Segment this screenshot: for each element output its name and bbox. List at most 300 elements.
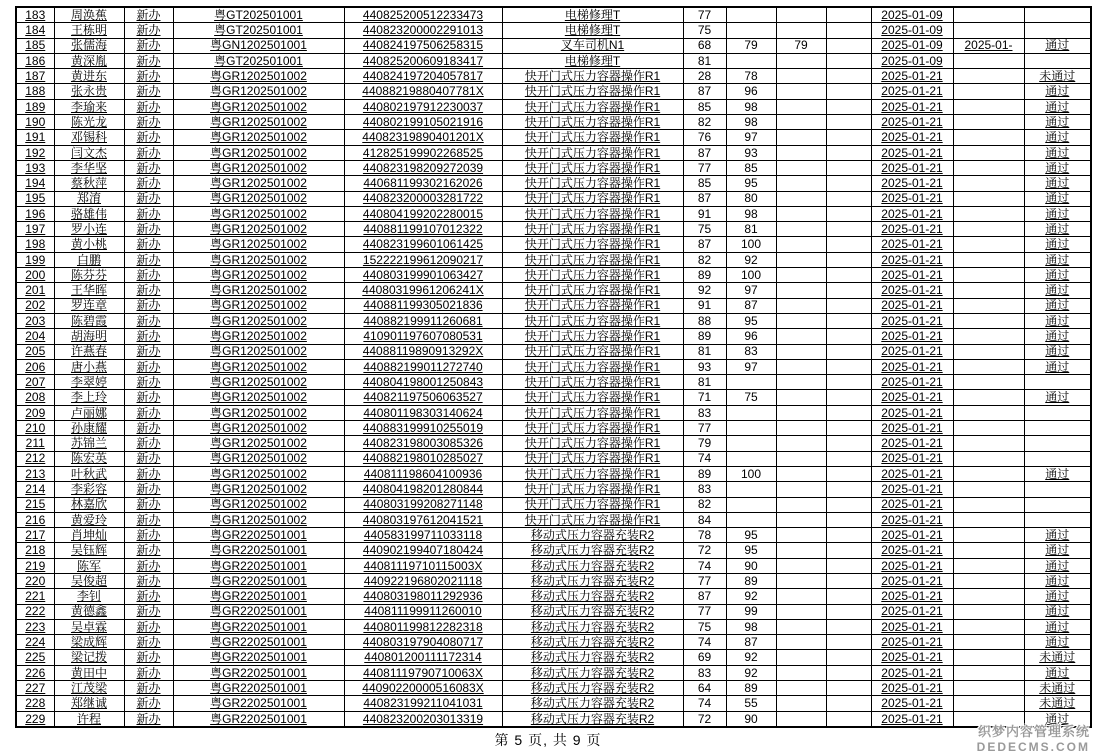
cell-s3	[776, 482, 826, 497]
cell-type: 新办	[124, 421, 173, 436]
cell-date1: 2025-01-21	[871, 390, 953, 405]
cell-s4	[826, 329, 871, 344]
cell-result: 通过	[1024, 543, 1091, 558]
cell-date1: 2025-01-21	[871, 298, 953, 313]
cell-idno: 440801200111172314	[344, 650, 502, 665]
cell-code: 粤GR1202501002	[173, 421, 344, 436]
cell-date2	[953, 436, 1024, 451]
cell-type: 新办	[124, 665, 173, 680]
cell-code: 粤GR1202501002	[173, 222, 344, 237]
cell-result	[1024, 405, 1091, 420]
cell-s1: 89	[683, 329, 726, 344]
watermark	[977, 721, 1090, 754]
cell-code: 粤GR1202501002	[173, 283, 344, 298]
cell-s1: 87	[683, 191, 726, 206]
cell-idno: 440803197612041521	[344, 512, 502, 527]
cell-subject: 快开门式压力容器操作R1	[502, 115, 683, 130]
cell-result	[1024, 451, 1091, 466]
cell-subject: 移动式压力容器充装R2	[502, 573, 683, 588]
cell-no: 212	[16, 451, 54, 466]
cell-result: 通过	[1024, 84, 1091, 99]
cell-date2	[953, 375, 1024, 390]
cell-s1: 77	[683, 573, 726, 588]
cell-type: 新办	[124, 543, 173, 558]
cell-no: 204	[16, 329, 54, 344]
cell-idno: 44088119890913292X	[344, 344, 502, 359]
cell-type: 新办	[124, 497, 173, 512]
cell-result: 未通过	[1024, 650, 1091, 665]
cell-s3	[776, 53, 826, 68]
cell-date1: 2025-01-21	[871, 573, 953, 588]
table-row	[16, 650, 1091, 665]
cell-idno: 440802197912230037	[344, 99, 502, 114]
cell-s2: 87	[726, 298, 776, 313]
cell-no: 208	[16, 390, 54, 405]
cell-name: 江茂梁	[54, 681, 124, 696]
cell-type: 新办	[124, 176, 173, 191]
cell-s3	[776, 252, 826, 267]
cell-date2	[953, 482, 1024, 497]
cell-code: 粤GR2202501001	[173, 665, 344, 680]
cell-s1: 91	[683, 206, 726, 221]
cell-idno: 440804199202280015	[344, 206, 502, 221]
cell-s3	[776, 191, 826, 206]
cell-type: 新办	[124, 329, 173, 344]
cell-subject: 移动式压力容器充装R2	[502, 589, 683, 604]
cell-s3	[776, 130, 826, 145]
cell-date1: 2025-01-09	[871, 38, 953, 53]
table-row	[16, 252, 1091, 267]
table-row	[16, 451, 1091, 466]
cell-subject: 移动式压力容器充装R2	[502, 543, 683, 558]
cell-subject: 快开门式压力容器操作R1	[502, 405, 683, 420]
cell-date2	[953, 589, 1024, 604]
cell-result: 通过	[1024, 711, 1091, 727]
cell-no: 224	[16, 635, 54, 650]
cell-no: 213	[16, 466, 54, 481]
cell-result: 通过	[1024, 222, 1091, 237]
cell-code: 粤GR2202501001	[173, 528, 344, 543]
table-row	[16, 283, 1091, 298]
cell-date2	[953, 696, 1024, 711]
cell-result: 通过	[1024, 604, 1091, 619]
cell-subject: 快开门式压力容器操作R1	[502, 482, 683, 497]
cell-date2	[953, 390, 1024, 405]
cell-code: 粤GR1202501002	[173, 176, 344, 191]
cell-date2	[953, 619, 1024, 634]
cell-name: 邓锡科	[54, 130, 124, 145]
cell-type: 新办	[124, 145, 173, 160]
cell-s3	[776, 145, 826, 160]
cell-type: 新办	[124, 268, 173, 283]
cell-s2: 100	[726, 268, 776, 283]
cell-subject: 移动式压力容器充装R2	[502, 711, 683, 727]
cell-type: 新办	[124, 528, 173, 543]
cell-s2: 75	[726, 390, 776, 405]
cell-s1: 77	[683, 160, 726, 175]
cell-no: 222	[16, 604, 54, 619]
cell-s1: 77	[683, 7, 726, 23]
cell-s1: 87	[683, 589, 726, 604]
cell-idno: 440824197506258315	[344, 38, 502, 53]
cell-result: 通过	[1024, 665, 1091, 680]
cell-result: 通过	[1024, 38, 1091, 53]
cell-name: 黄深胤	[54, 53, 124, 68]
cell-type: 新办	[124, 390, 173, 405]
cell-s4	[826, 359, 871, 374]
cell-subject: 移动式压力容器充装R2	[502, 635, 683, 650]
cell-code: 粤GR1202501002	[173, 344, 344, 359]
table-row	[16, 482, 1091, 497]
cell-s3	[776, 466, 826, 481]
cell-code: 粤GR1202501002	[173, 115, 344, 130]
cell-s2	[726, 421, 776, 436]
cell-type: 新办	[124, 405, 173, 420]
cell-code: 粤GR1202501002	[173, 329, 344, 344]
cell-subject: 快开门式压力容器操作R1	[502, 145, 683, 160]
cell-result: 通过	[1024, 313, 1091, 328]
cell-s3	[776, 589, 826, 604]
cell-type: 新办	[124, 466, 173, 481]
cell-subject: 快开门式压力容器操作R1	[502, 69, 683, 84]
cell-type: 新办	[124, 635, 173, 650]
cell-s2: 98	[726, 206, 776, 221]
cell-name: 郑继诚	[54, 696, 124, 711]
cell-name: 李华坚	[54, 160, 124, 175]
cell-name: 骆雄伟	[54, 206, 124, 221]
cell-no: 205	[16, 344, 54, 359]
table-row	[16, 268, 1091, 283]
cell-date1: 2025-01-21	[871, 421, 953, 436]
cell-s3	[776, 222, 826, 237]
cell-date2	[953, 421, 1024, 436]
table-row	[16, 512, 1091, 527]
cell-result: 通过	[1024, 589, 1091, 604]
cell-s3	[776, 329, 826, 344]
cell-s2	[726, 451, 776, 466]
cell-subject: 快开门式压力容器操作R1	[502, 466, 683, 481]
cell-type: 新办	[124, 7, 173, 23]
cell-s2: 92	[726, 252, 776, 267]
cell-date2	[953, 665, 1024, 680]
cell-date1: 2025-01-21	[871, 436, 953, 451]
cell-idno: 440811198604100936	[344, 466, 502, 481]
cell-s4	[826, 176, 871, 191]
cell-code: 粤GR1202501002	[173, 313, 344, 328]
cell-no: 191	[16, 130, 54, 145]
cell-s4	[826, 619, 871, 634]
cell-s4	[826, 160, 871, 175]
cell-s4	[826, 206, 871, 221]
cell-name: 黄小桃	[54, 237, 124, 252]
cell-s2: 93	[726, 145, 776, 160]
cell-s3	[776, 696, 826, 711]
cell-s4	[826, 38, 871, 53]
cell-date1: 2025-01-09	[871, 23, 953, 38]
cell-idno: 44082319890401201X	[344, 130, 502, 145]
cell-date2	[953, 115, 1024, 130]
cell-name: 许程	[54, 711, 124, 727]
cell-s2: 95	[726, 543, 776, 558]
cell-idno: 440883199910255019	[344, 421, 502, 436]
cell-subject: 移动式压力容器充装R2	[502, 650, 683, 665]
cell-result: 通过	[1024, 206, 1091, 221]
cell-subject: 快开门式压力容器操作R1	[502, 222, 683, 237]
table-row	[16, 466, 1091, 481]
cell-s4	[826, 405, 871, 420]
cell-s2: 55	[726, 696, 776, 711]
cell-name: 叶秋武	[54, 466, 124, 481]
cell-result: 通过	[1024, 283, 1091, 298]
table-row	[16, 589, 1091, 604]
cell-s3	[776, 237, 826, 252]
cell-subject: 移动式压力容器充装R2	[502, 558, 683, 573]
cell-idno: 44081119710115003X	[344, 558, 502, 573]
cell-s3	[776, 313, 826, 328]
cell-s4	[826, 558, 871, 573]
cell-subject: 移动式压力容器充装R2	[502, 696, 683, 711]
cell-no: 216	[16, 512, 54, 527]
cell-subject: 移动式压力容器充装R2	[502, 528, 683, 543]
cell-no: 217	[16, 528, 54, 543]
cell-s4	[826, 466, 871, 481]
table-row	[16, 390, 1091, 405]
cell-s2: 79	[726, 38, 776, 53]
cell-s2: 83	[726, 344, 776, 359]
cell-type: 新办	[124, 589, 173, 604]
cell-name: 黄德鑫	[54, 604, 124, 619]
cell-s4	[826, 99, 871, 114]
cell-subject: 快开门式压力容器操作R1	[502, 497, 683, 512]
cell-date1: 2025-01-21	[871, 558, 953, 573]
cell-type: 新办	[124, 696, 173, 711]
cell-s2	[726, 53, 776, 68]
cell-s2	[726, 482, 776, 497]
cell-date1: 2025-01-21	[871, 512, 953, 527]
cell-no: 189	[16, 99, 54, 114]
cell-no: 193	[16, 160, 54, 175]
cell-date1: 2025-01-21	[871, 268, 953, 283]
cell-date2	[953, 681, 1024, 696]
table-row	[16, 329, 1091, 344]
cell-no: 199	[16, 252, 54, 267]
cell-s4	[826, 421, 871, 436]
cell-no: 220	[16, 573, 54, 588]
cell-date1: 2025-01-21	[871, 344, 953, 359]
cell-s2: 87	[726, 635, 776, 650]
cell-no: 202	[16, 298, 54, 313]
cell-name: 李翠婷	[54, 375, 124, 390]
cell-result: 通过	[1024, 528, 1091, 543]
cell-s1: 75	[683, 222, 726, 237]
cell-s1: 83	[683, 405, 726, 420]
cell-s4	[826, 252, 871, 267]
cell-idno: 440681199302162026	[344, 176, 502, 191]
cell-date1: 2025-01-21	[871, 619, 953, 634]
cell-subject: 快开门式压力容器操作R1	[502, 298, 683, 313]
cell-date2	[953, 130, 1024, 145]
cell-s1: 68	[683, 38, 726, 53]
cell-s1: 82	[683, 252, 726, 267]
cell-subject: 快开门式压力容器操作R1	[502, 130, 683, 145]
cell-code: 粤GR1202501002	[173, 130, 344, 145]
cell-s1: 76	[683, 130, 726, 145]
cell-idno: 440804198201280844	[344, 482, 502, 497]
table-row	[16, 69, 1091, 84]
cell-s1: 84	[683, 512, 726, 527]
cell-result: 通过	[1024, 390, 1091, 405]
cell-s1: 77	[683, 604, 726, 619]
cell-no: 214	[16, 482, 54, 497]
cell-s3	[776, 206, 826, 221]
cell-code: 粤GT202501001	[173, 7, 344, 23]
cell-s3: 79	[776, 38, 826, 53]
cell-s4	[826, 69, 871, 84]
cell-name: 黄爱玲	[54, 512, 124, 527]
cell-s4	[826, 237, 871, 252]
cell-code: 粤GR1202501002	[173, 99, 344, 114]
cell-type: 新办	[124, 619, 173, 634]
table-row	[16, 7, 1091, 23]
cell-subject: 快开门式压力容器操作R1	[502, 329, 683, 344]
cell-s4	[826, 573, 871, 588]
cell-date1: 2025-01-21	[871, 375, 953, 390]
cell-type: 新办	[124, 604, 173, 619]
cell-s2: 100	[726, 466, 776, 481]
cell-result	[1024, 436, 1091, 451]
cell-no: 223	[16, 619, 54, 634]
cell-no: 196	[16, 206, 54, 221]
table-row	[16, 665, 1091, 680]
table-row	[16, 145, 1091, 160]
table-row	[16, 604, 1091, 619]
cell-name: 陈碧霞	[54, 313, 124, 328]
cell-s4	[826, 344, 871, 359]
cell-date2	[953, 344, 1024, 359]
cell-type: 新办	[124, 206, 173, 221]
cell-s4	[826, 665, 871, 680]
cell-result: 通过	[1024, 558, 1091, 573]
cell-type: 新办	[124, 558, 173, 573]
cell-result	[1024, 23, 1091, 38]
cell-name: 蔡秋萍	[54, 176, 124, 191]
cell-code: 粤GR2202501001	[173, 635, 344, 650]
cell-result	[1024, 7, 1091, 23]
cell-subject: 电梯修理T	[502, 7, 683, 23]
cell-code: 粤GR1202501002	[173, 145, 344, 160]
cell-date1: 2025-01-09	[871, 7, 953, 23]
cell-s4	[826, 711, 871, 727]
cell-no: 225	[16, 650, 54, 665]
cell-date1: 2025-01-21	[871, 681, 953, 696]
results-table-body	[16, 7, 1091, 727]
cell-s1: 87	[683, 145, 726, 160]
cell-s3	[776, 344, 826, 359]
table-row	[16, 696, 1091, 711]
cell-date2	[953, 466, 1024, 481]
cell-s1: 81	[683, 375, 726, 390]
cell-date1: 2025-01-21	[871, 160, 953, 175]
cell-name: 闫文杰	[54, 145, 124, 160]
cell-idno: 440823200203013319	[344, 711, 502, 727]
cell-name: 王栋明	[54, 23, 124, 38]
cell-no: 186	[16, 53, 54, 68]
cell-no: 192	[16, 145, 54, 160]
cell-s1: 72	[683, 711, 726, 727]
cell-s4	[826, 313, 871, 328]
cell-result: 未通过	[1024, 681, 1091, 696]
cell-result: 通过	[1024, 145, 1091, 160]
cell-idno: 440802199105021916	[344, 115, 502, 130]
cell-s4	[826, 589, 871, 604]
cell-result: 通过	[1024, 635, 1091, 650]
cell-s4	[826, 23, 871, 38]
cell-date1: 2025-01-21	[871, 604, 953, 619]
cell-subject: 快开门式压力容器操作R1	[502, 512, 683, 527]
cell-type: 新办	[124, 650, 173, 665]
cell-date2	[953, 160, 1024, 175]
cell-result: 通过	[1024, 268, 1091, 283]
cell-idno: 440803197904080717	[344, 635, 502, 650]
cell-date2	[953, 206, 1024, 221]
cell-type: 新办	[124, 130, 173, 145]
cell-date1: 2025-01-09	[871, 53, 953, 68]
cell-s3	[776, 84, 826, 99]
cell-s4	[826, 528, 871, 543]
cell-date1: 2025-01-21	[871, 528, 953, 543]
cell-s3	[776, 436, 826, 451]
watermark-cms-name: 织梦内容管理系统	[977, 724, 1090, 739]
cell-result	[1024, 421, 1091, 436]
cell-type: 新办	[124, 344, 173, 359]
cell-type: 新办	[124, 512, 173, 527]
cell-date2	[953, 650, 1024, 665]
cell-s4	[826, 604, 871, 619]
cell-result: 通过	[1024, 298, 1091, 313]
page-indicator: 第 5 页, 共 9 页	[494, 732, 602, 748]
cell-idno: 440803198011292936	[344, 589, 502, 604]
cell-idno: 440823199601061425	[344, 237, 502, 252]
cell-s1: 82	[683, 115, 726, 130]
cell-subject: 快开门式压力容器操作R1	[502, 206, 683, 221]
cell-type: 新办	[124, 313, 173, 328]
cell-s3	[776, 558, 826, 573]
cell-name: 林嘉欣	[54, 497, 124, 512]
cell-result: 通过	[1024, 237, 1091, 252]
cell-type: 新办	[124, 84, 173, 99]
cell-idno: 440824197204057817	[344, 69, 502, 84]
cell-s2: 80	[726, 191, 776, 206]
cell-no: 197	[16, 222, 54, 237]
cell-idno: 44088219880407781X	[344, 84, 502, 99]
cell-result: 未通过	[1024, 69, 1091, 84]
cell-s1: 89	[683, 268, 726, 283]
cell-no: 200	[16, 268, 54, 283]
cell-date1: 2025-01-21	[871, 84, 953, 99]
cell-name: 黄进东	[54, 69, 124, 84]
cell-s3	[776, 604, 826, 619]
cell-s3	[776, 176, 826, 191]
table-row	[16, 237, 1091, 252]
cell-idno: 440823200002291013	[344, 23, 502, 38]
cell-code: 粤GR2202501001	[173, 696, 344, 711]
cell-s4	[826, 268, 871, 283]
cell-idno: 440811199911260010	[344, 604, 502, 619]
cell-date1: 2025-01-21	[871, 237, 953, 252]
cell-s3	[776, 268, 826, 283]
cell-type: 新办	[124, 69, 173, 84]
cell-idno: 412825199902268525	[344, 145, 502, 160]
